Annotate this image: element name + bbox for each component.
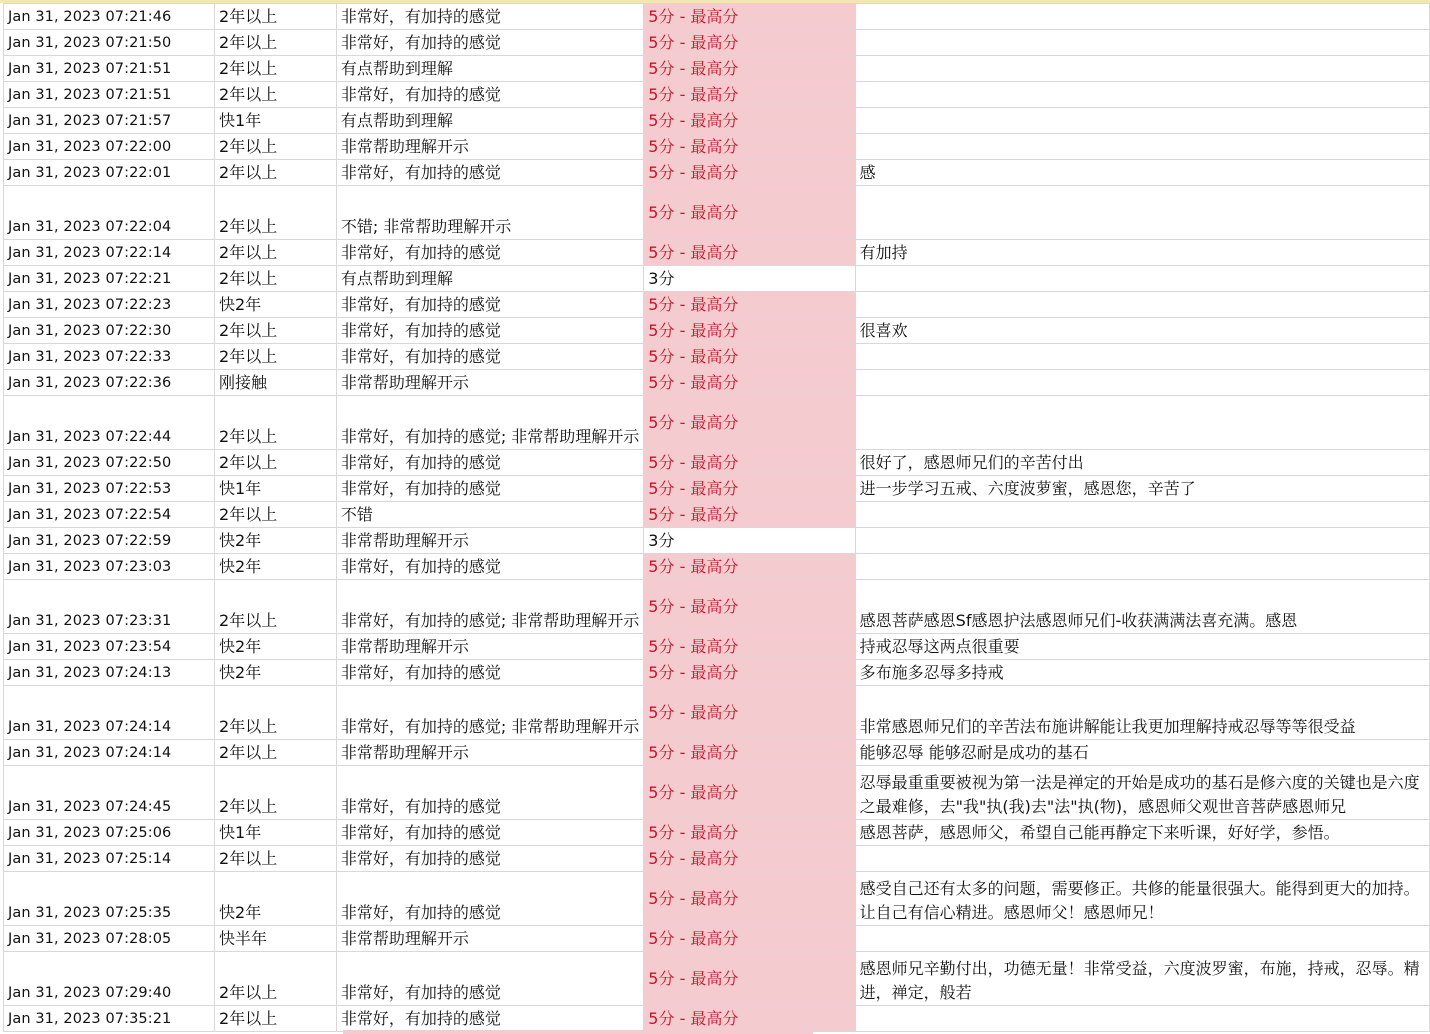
cell-timestamp[interactable]: Jan 31, 2023 07:28:05 — [4, 926, 215, 952]
cell-feeling[interactable]: 非常好，有加持的感觉 — [336, 240, 643, 266]
table-row[interactable] — [4, 872, 1430, 926]
cell-practice-duration[interactable]: 2年以上 — [215, 502, 337, 528]
cell-feeling[interactable]: 非常帮助理解开示 — [336, 926, 643, 952]
cell-timestamp[interactable]: Jan 31, 2023 07:35:21 — [4, 1006, 215, 1032]
cell-timestamp[interactable]: Jan 31, 2023 07:23:03 — [4, 554, 215, 580]
cell-practice-duration[interactable]: 快2年 — [215, 554, 337, 580]
table-row[interactable] — [4, 766, 1430, 820]
cell-timestamp[interactable]: Jan 31, 2023 07:22:36 — [4, 370, 215, 396]
cell-comment[interactable] — [855, 554, 1429, 580]
cell-practice-duration[interactable]: 2年以上 — [215, 846, 337, 872]
cell-comment[interactable] — [855, 344, 1429, 370]
cell-rating[interactable]: 5分 - 最高分 — [644, 580, 855, 634]
cell-comment[interactable]: 多布施多忍辱多持戒 — [855, 660, 1429, 686]
cell-comment[interactable] — [855, 292, 1429, 318]
cell-feeling[interactable]: 非常好，有加持的感觉 — [336, 952, 643, 1006]
cell-timestamp[interactable]: Jan 31, 2023 07:22:54 — [4, 502, 215, 528]
cell-comment[interactable]: 能够忍辱 能够忍耐是成功的基石 — [855, 740, 1429, 766]
cell-comment[interactable]: 很好了，感恩师兄们的辛苦付出 — [855, 450, 1429, 476]
cell-comment[interactable]: 感恩师兄辛勤付出，功德无量！非常受益，六度波罗蜜，布施，持戒，忍辱。精进，禅定，般若 — [855, 952, 1429, 1006]
cell-comment[interactable]: 持戒忍辱这两点很重要 — [855, 634, 1429, 660]
cell-timestamp[interactable]: Jan 31, 2023 07:24:14 — [4, 686, 215, 740]
cell-timestamp[interactable]: Jan 31, 2023 07:21:50 — [4, 30, 215, 56]
cell-rating[interactable]: 5分 - 最高分 — [644, 240, 855, 266]
cell-feeling[interactable]: 非常好，有加持的感觉 — [336, 160, 643, 186]
cell-comment[interactable]: 忍辱最重重要被视为第一法是禅定的开始是成功的基石是修六度的关键也是六度之最难修，去"我"执(我)去"法"执(物)，感恩师父观世音菩萨感恩师兄 — [855, 766, 1429, 820]
cell-rating[interactable]: 3分 — [644, 266, 855, 292]
cell-timestamp[interactable]: Jan 31, 2023 07:22:59 — [4, 528, 215, 554]
cell-comment[interactable] — [855, 846, 1429, 872]
table-row[interactable] — [4, 4, 1430, 30]
cell-feeling[interactable]: 有点帮助到理解 — [336, 266, 643, 292]
table-row[interactable] — [4, 502, 1430, 528]
cell-practice-duration[interactable]: 2年以上 — [215, 4, 337, 30]
cell-practice-duration[interactable]: 2年以上 — [215, 740, 337, 766]
cell-comment[interactable]: 非常感恩师兄们的辛苦法布施讲解能让我更加理解持戒忍辱等等很受益 — [855, 686, 1429, 740]
table-row[interactable] — [4, 554, 1430, 580]
cell-comment[interactable]: 感恩菩萨感恩Sf感恩护法感恩师兄们-收获满满法喜充满。感恩 — [855, 580, 1429, 634]
cell-feeling[interactable]: 非常好，有加持的感觉 — [336, 82, 643, 108]
table-row[interactable] — [4, 240, 1430, 266]
cell-rating[interactable]: 5分 - 最高分 — [644, 926, 855, 952]
cell-comment[interactable]: 感受自己还有太多的问题，需要修正。共修的能量很强大。能得到更大的加持。让自己有信心精进。感恩师父！感恩师兄！ — [855, 872, 1429, 926]
cell-comment[interactable] — [855, 30, 1429, 56]
table-row[interactable] — [4, 634, 1430, 660]
cell-practice-duration[interactable]: 快2年 — [215, 634, 337, 660]
cell-practice-duration[interactable]: 快2年 — [215, 660, 337, 686]
cell-timestamp[interactable]: Jan 31, 2023 07:25:35 — [4, 872, 215, 926]
cell-practice-duration[interactable]: 2年以上 — [215, 160, 337, 186]
table-row[interactable] — [4, 266, 1430, 292]
table-row[interactable] — [4, 820, 1430, 846]
cell-rating[interactable]: 3分 — [644, 528, 855, 554]
cell-feeling[interactable]: 非常好，有加持的感觉 — [336, 1006, 643, 1032]
cell-rating[interactable]: 5分 - 最高分 — [644, 292, 855, 318]
cell-feeling[interactable]: 非常帮助理解开示 — [336, 634, 643, 660]
cell-rating[interactable]: 5分 - 最高分 — [644, 108, 855, 134]
cell-feeling[interactable]: 非常帮助理解开示 — [336, 528, 643, 554]
cell-practice-duration[interactable]: 快2年 — [215, 528, 337, 554]
table-row[interactable] — [4, 476, 1430, 502]
cell-practice-duration[interactable]: 2年以上 — [215, 396, 337, 450]
table-row[interactable] — [4, 318, 1430, 344]
cell-timestamp[interactable]: Jan 31, 2023 07:22:14 — [4, 240, 215, 266]
table-row[interactable] — [4, 580, 1430, 634]
cell-comment[interactable]: 很喜欢 — [855, 318, 1429, 344]
cell-feeling[interactable]: 非常好，有加持的感觉 — [336, 30, 643, 56]
cell-timestamp[interactable]: Jan 31, 2023 07:22:01 — [4, 160, 215, 186]
next-row-rating-fill — [343, 1030, 813, 1034]
cell-practice-duration[interactable]: 2年以上 — [215, 580, 337, 634]
cell-practice-duration[interactable]: 2年以上 — [215, 56, 337, 82]
cell-practice-duration[interactable]: 2年以上 — [215, 134, 337, 160]
cell-practice-duration[interactable]: 2年以上 — [215, 686, 337, 740]
cell-practice-duration[interactable]: 2年以上 — [215, 240, 337, 266]
cell-comment[interactable] — [855, 1006, 1429, 1032]
cell-practice-duration[interactable]: 刚接触 — [215, 370, 337, 396]
cell-rating[interactable]: 5分 - 最高分 — [644, 1006, 855, 1032]
cell-rating[interactable]: 5分 - 最高分 — [644, 660, 855, 686]
table-row[interactable] — [4, 686, 1430, 740]
response-sheet — [3, 3, 1430, 1032]
cell-practice-duration[interactable]: 2年以上 — [215, 30, 337, 56]
cell-rating[interactable]: 5分 - 最高分 — [644, 554, 855, 580]
cell-practice-duration[interactable]: 2年以上 — [215, 766, 337, 820]
table-row[interactable] — [4, 160, 1430, 186]
cell-timestamp[interactable]: Jan 31, 2023 07:24:13 — [4, 660, 215, 686]
cell-rating[interactable]: 5分 - 最高分 — [644, 846, 855, 872]
cell-practice-duration[interactable]: 2年以上 — [215, 266, 337, 292]
cell-timestamp[interactable]: Jan 31, 2023 07:21:46 — [4, 4, 215, 30]
cell-rating[interactable]: 5分 - 最高分 — [644, 82, 855, 108]
cell-feeling[interactable]: 非常好，有加持的感觉 — [336, 4, 643, 30]
cell-feeling[interactable]: 有点帮助到理解 — [336, 108, 643, 134]
cell-rating[interactable]: 5分 - 最高分 — [644, 396, 855, 450]
cell-practice-duration[interactable]: 2年以上 — [215, 318, 337, 344]
cell-rating[interactable]: 5分 - 最高分 — [644, 686, 855, 740]
cell-practice-duration[interactable]: 2年以上 — [215, 952, 337, 1006]
cell-feeling[interactable]: 非常好，有加持的感觉 — [336, 318, 643, 344]
cell-feeling[interactable]: 非常好，有加持的感觉 — [336, 344, 643, 370]
cell-comment[interactable]: 进一步学习五戒、六度波萝蜜，感恩您，辛苦了 — [855, 476, 1429, 502]
cell-rating[interactable]: 5分 - 最高分 — [644, 4, 855, 30]
cell-timestamp[interactable]: Jan 31, 2023 07:21:51 — [4, 82, 215, 108]
cell-timestamp[interactable]: Jan 31, 2023 07:22:33 — [4, 344, 215, 370]
table-row[interactable] — [4, 528, 1430, 554]
table-row[interactable] — [4, 660, 1430, 686]
cell-timestamp[interactable]: Jan 31, 2023 07:25:14 — [4, 846, 215, 872]
cell-rating[interactable]: 5分 - 最高分 — [644, 134, 855, 160]
cell-practice-duration[interactable]: 快1年 — [215, 820, 337, 846]
cell-comment[interactable] — [855, 926, 1429, 952]
cell-feeling[interactable]: 非常好，有加持的感觉 — [336, 660, 643, 686]
cell-comment[interactable] — [855, 266, 1429, 292]
cell-timestamp[interactable]: Jan 31, 2023 07:22:00 — [4, 134, 215, 160]
cell-feeling[interactable]: 非常好，有加持的感觉 — [336, 292, 643, 318]
cell-feeling[interactable]: 非常好，有加持的感觉 — [336, 872, 643, 926]
table-row[interactable] — [4, 952, 1430, 1006]
cell-feeling[interactable]: 非常好，有加持的感觉 — [336, 476, 643, 502]
cell-practice-duration[interactable]: 2年以上 — [215, 186, 337, 240]
cell-timestamp[interactable]: Jan 31, 2023 07:22:23 — [4, 292, 215, 318]
cell-timestamp[interactable]: Jan 31, 2023 07:22:21 — [4, 266, 215, 292]
cell-rating[interactable]: 5分 - 最高分 — [644, 160, 855, 186]
table-row[interactable] — [4, 1006, 1430, 1032]
cell-timestamp[interactable]: Jan 31, 2023 07:22:04 — [4, 186, 215, 240]
cell-feeling[interactable]: 非常帮助理解开示 — [336, 134, 643, 160]
cell-comment[interactable] — [855, 186, 1429, 240]
cell-practice-duration[interactable]: 快2年 — [215, 292, 337, 318]
cell-rating[interactable]: 5分 - 最高分 — [644, 820, 855, 846]
cell-rating[interactable]: 5分 - 最高分 — [644, 344, 855, 370]
cell-practice-duration[interactable]: 快1年 — [215, 476, 337, 502]
cell-timestamp[interactable]: Jan 31, 2023 07:22:30 — [4, 318, 215, 344]
cell-comment[interactable] — [855, 370, 1429, 396]
table-row[interactable] — [4, 108, 1430, 134]
cell-rating[interactable]: 5分 - 最高分 — [644, 30, 855, 56]
cell-comment[interactable] — [855, 502, 1429, 528]
cell-feeling[interactable]: 非常帮助理解开示 — [336, 740, 643, 766]
cell-rating[interactable]: 5分 - 最高分 — [644, 370, 855, 396]
cell-rating[interactable]: 5分 - 最高分 — [644, 502, 855, 528]
cell-rating[interactable]: 5分 - 最高分 — [644, 186, 855, 240]
cell-feeling[interactable]: 非常好，有加持的感觉 — [336, 820, 643, 846]
cell-rating[interactable]: 5分 - 最高分 — [644, 318, 855, 344]
cell-rating[interactable]: 5分 - 最高分 — [644, 450, 855, 476]
cell-timestamp[interactable]: Jan 31, 2023 07:24:45 — [4, 766, 215, 820]
cell-feeling[interactable]: 不错 — [336, 502, 643, 528]
cell-practice-duration[interactable]: 快半年 — [215, 926, 337, 952]
table-row[interactable] — [4, 186, 1430, 240]
cell-comment[interactable] — [855, 56, 1429, 82]
cell-comment[interactable] — [855, 134, 1429, 160]
cell-rating[interactable]: 5分 - 最高分 — [644, 766, 855, 820]
table-row[interactable] — [4, 396, 1430, 450]
cell-rating[interactable]: 5分 - 最高分 — [644, 634, 855, 660]
cell-timestamp[interactable]: Jan 31, 2023 07:24:14 — [4, 740, 215, 766]
cell-timestamp[interactable]: Jan 31, 2023 07:29:40 — [4, 952, 215, 1006]
cell-rating[interactable]: 5分 - 最高分 — [644, 952, 855, 1006]
table-row[interactable] — [4, 30, 1430, 56]
cell-practice-duration[interactable]: 快1年 — [215, 108, 337, 134]
cell-comment[interactable] — [855, 396, 1429, 450]
table-row[interactable] — [4, 134, 1430, 160]
cell-comment[interactable] — [855, 528, 1429, 554]
cell-timestamp[interactable]: Jan 31, 2023 07:22:44 — [4, 396, 215, 450]
cell-comment[interactable]: 感 — [855, 160, 1429, 186]
cell-practice-duration[interactable]: 快2年 — [215, 872, 337, 926]
cell-feeling[interactable]: 非常好，有加持的感觉; 非常帮助理解开示 — [336, 580, 643, 634]
cell-feeling[interactable]: 不错; 非常帮助理解开示 — [336, 186, 643, 240]
table-row[interactable] — [4, 292, 1430, 318]
cell-practice-duration[interactable]: 2年以上 — [215, 344, 337, 370]
table-row[interactable] — [4, 82, 1430, 108]
cell-rating[interactable]: 5分 - 最高分 — [644, 476, 855, 502]
cell-comment[interactable]: 有加持 — [855, 240, 1429, 266]
cell-feeling[interactable]: 非常好，有加持的感觉 — [336, 450, 643, 476]
cell-timestamp[interactable]: Jan 31, 2023 07:21:57 — [4, 108, 215, 134]
table-row[interactable] — [4, 450, 1430, 476]
table-row[interactable] — [4, 344, 1430, 370]
table-row[interactable] — [4, 926, 1430, 952]
cell-comment[interactable]: 感恩菩萨，感恩师父，希望自己能再静定下来听课，好好学，参悟。 — [855, 820, 1429, 846]
sheet-body — [4, 4, 1430, 1032]
cell-timestamp[interactable]: Jan 31, 2023 07:22:50 — [4, 450, 215, 476]
cell-comment[interactable] — [855, 4, 1429, 30]
cell-comment[interactable] — [855, 108, 1429, 134]
cell-timestamp[interactable]: Jan 31, 2023 07:21:51 — [4, 56, 215, 82]
cell-timestamp[interactable]: Jan 31, 2023 07:23:54 — [4, 634, 215, 660]
cell-feeling[interactable]: 非常好，有加持的感觉 — [336, 846, 643, 872]
table-row[interactable] — [4, 56, 1430, 82]
cell-practice-duration[interactable]: 2年以上 — [215, 1006, 337, 1032]
cell-rating[interactable]: 5分 - 最高分 — [644, 872, 855, 926]
cell-rating[interactable]: 5分 - 最高分 — [644, 740, 855, 766]
cell-rating[interactable]: 5分 - 最高分 — [644, 56, 855, 82]
cell-timestamp[interactable]: Jan 31, 2023 07:22:53 — [4, 476, 215, 502]
table-row[interactable] — [4, 846, 1430, 872]
cell-timestamp[interactable]: Jan 31, 2023 07:25:06 — [4, 820, 215, 846]
cell-feeling[interactable]: 有点帮助到理解 — [336, 56, 643, 82]
cell-feeling[interactable]: 非常好，有加持的感觉; 非常帮助理解开示 — [336, 396, 643, 450]
table-row[interactable] — [4, 740, 1430, 766]
cell-comment[interactable] — [855, 82, 1429, 108]
cell-timestamp[interactable]: Jan 31, 2023 07:23:31 — [4, 580, 215, 634]
cell-feeling[interactable]: 非常好，有加持的感觉 — [336, 554, 643, 580]
cell-practice-duration[interactable]: 2年以上 — [215, 82, 337, 108]
cell-practice-duration[interactable]: 2年以上 — [215, 450, 337, 476]
cell-feeling[interactable]: 非常好，有加持的感觉 — [336, 766, 643, 820]
cell-feeling[interactable]: 非常好，有加持的感觉; 非常帮助理解开示 — [336, 686, 643, 740]
cell-feeling[interactable]: 非常帮助理解开示 — [336, 370, 643, 396]
table-row[interactable] — [4, 370, 1430, 396]
